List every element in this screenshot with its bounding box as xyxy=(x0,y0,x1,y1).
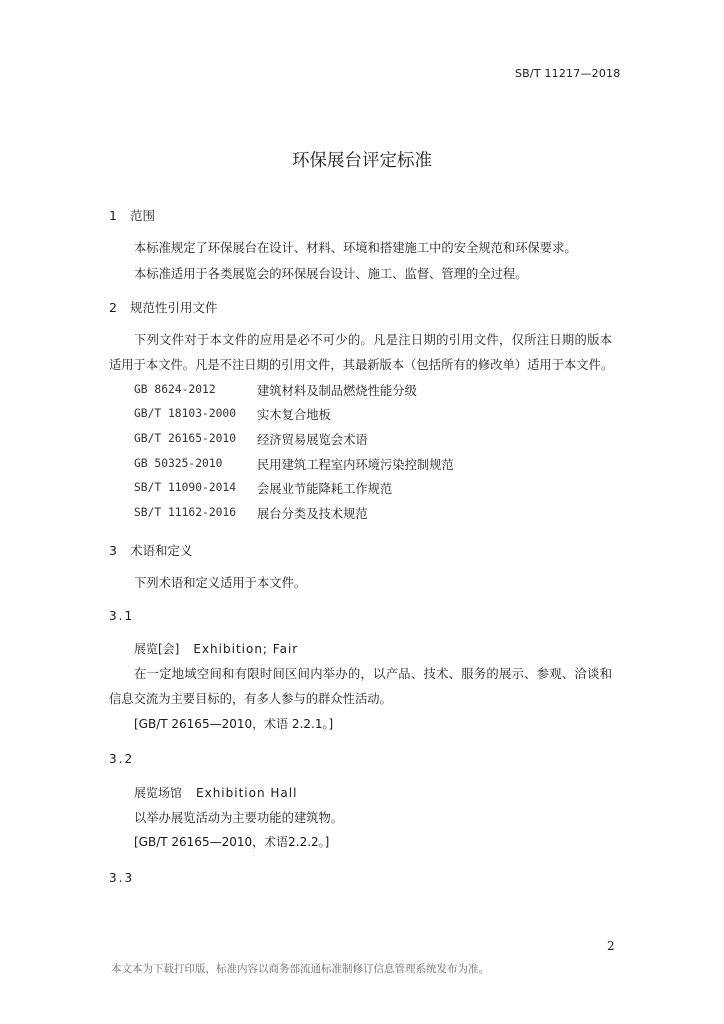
term-definition-line: 在一定地域空间和有限时间区间内举办的，以产品、技术、服务的展示、参观、洽谈和 xyxy=(134,667,612,681)
reference-title: 会展业节能降耗工作规范 xyxy=(257,482,393,496)
footer-notice: 本文本为下载打印版，标准内容以商务部流通标准制修订信息管理系统发布为准。 xyxy=(111,963,489,975)
term-definition-line: 信息交流为主要目标的，有多人参与的群众性活动。 xyxy=(109,692,392,706)
standard-number: SB/T 11217—2018 xyxy=(515,67,621,80)
section-heading-normative-references xyxy=(109,298,218,316)
term-heading xyxy=(134,640,298,657)
reference-title: 展台分类及技术规范 xyxy=(257,507,368,521)
scope-paragraph: 本标准适用于各类展览会的环保展台设计、施工、监督、管理的全过程。 xyxy=(134,267,528,281)
section-heading-scope xyxy=(109,206,155,224)
section-title: 规范性引用文件 xyxy=(130,300,218,315)
reference-code: SB/T 11162-2016 xyxy=(134,506,237,519)
section-title: 范围 xyxy=(130,208,156,223)
section-heading-terms-definitions xyxy=(109,541,193,559)
term-heading xyxy=(134,784,297,801)
terms-intro: 下列术语和定义适用于本文件。 xyxy=(134,576,307,590)
reference-title: 民用建筑工程室内环境污染控制规范 xyxy=(257,458,454,472)
term-chinese: 展览场馆 xyxy=(134,786,183,800)
reference-code: SB/T 11090-2014 xyxy=(134,481,237,494)
term-definition-line: 以举办展览活动为主要功能的建筑物。 xyxy=(134,811,344,825)
term-source: [GB/T 26165—2010，术语 2.2.1。] xyxy=(134,717,334,731)
clause-number: 3.2 xyxy=(109,752,135,766)
scope-paragraph: 本标准规定了环保展台在设计、材料、环境和搭建施工中的安全规范和环保要求。 xyxy=(134,241,577,255)
clause-number: 3.1 xyxy=(109,609,135,623)
term-source: [GB/T 26165—2010，术语2.2.2。] xyxy=(134,835,330,849)
reference-code: GB 8624-2012 xyxy=(134,383,216,396)
reference-title: 经济贸易展览会术语 xyxy=(257,433,368,447)
section-title: 术语和定义 xyxy=(130,543,193,558)
section-number: 2 xyxy=(109,300,117,315)
term-chinese: 展览[会] xyxy=(134,642,180,656)
section-number: 1 xyxy=(109,208,117,223)
page-number: 2 xyxy=(607,939,615,953)
reference-code: GB/T 26165-2010 xyxy=(134,432,237,445)
reference-code: GB/T 18103-2000 xyxy=(134,407,237,420)
reference-title: 实木复合地板 xyxy=(257,408,331,422)
reference-code: GB 50325-2010 xyxy=(134,457,223,470)
term-english: Exhibition; Fair xyxy=(193,642,299,656)
section-number: 3 xyxy=(109,543,117,558)
references-intro-line: 下列文件对于本文件的应用是必不可少的。凡是注日期的引用文件，仅所注日期的版本 xyxy=(134,333,612,347)
references-intro-line: 适用于本文件。凡是不注日期的引用文件，其最新版本（包括所有的修改单）适用于本文件。 xyxy=(109,358,614,372)
clause-number: 3.3 xyxy=(109,871,135,885)
term-english: Exhibition Hall xyxy=(196,786,298,800)
document-title: 环保展台评定标准 xyxy=(292,151,432,171)
reference-title: 建筑材料及制品燃烧性能分级 xyxy=(257,384,417,398)
